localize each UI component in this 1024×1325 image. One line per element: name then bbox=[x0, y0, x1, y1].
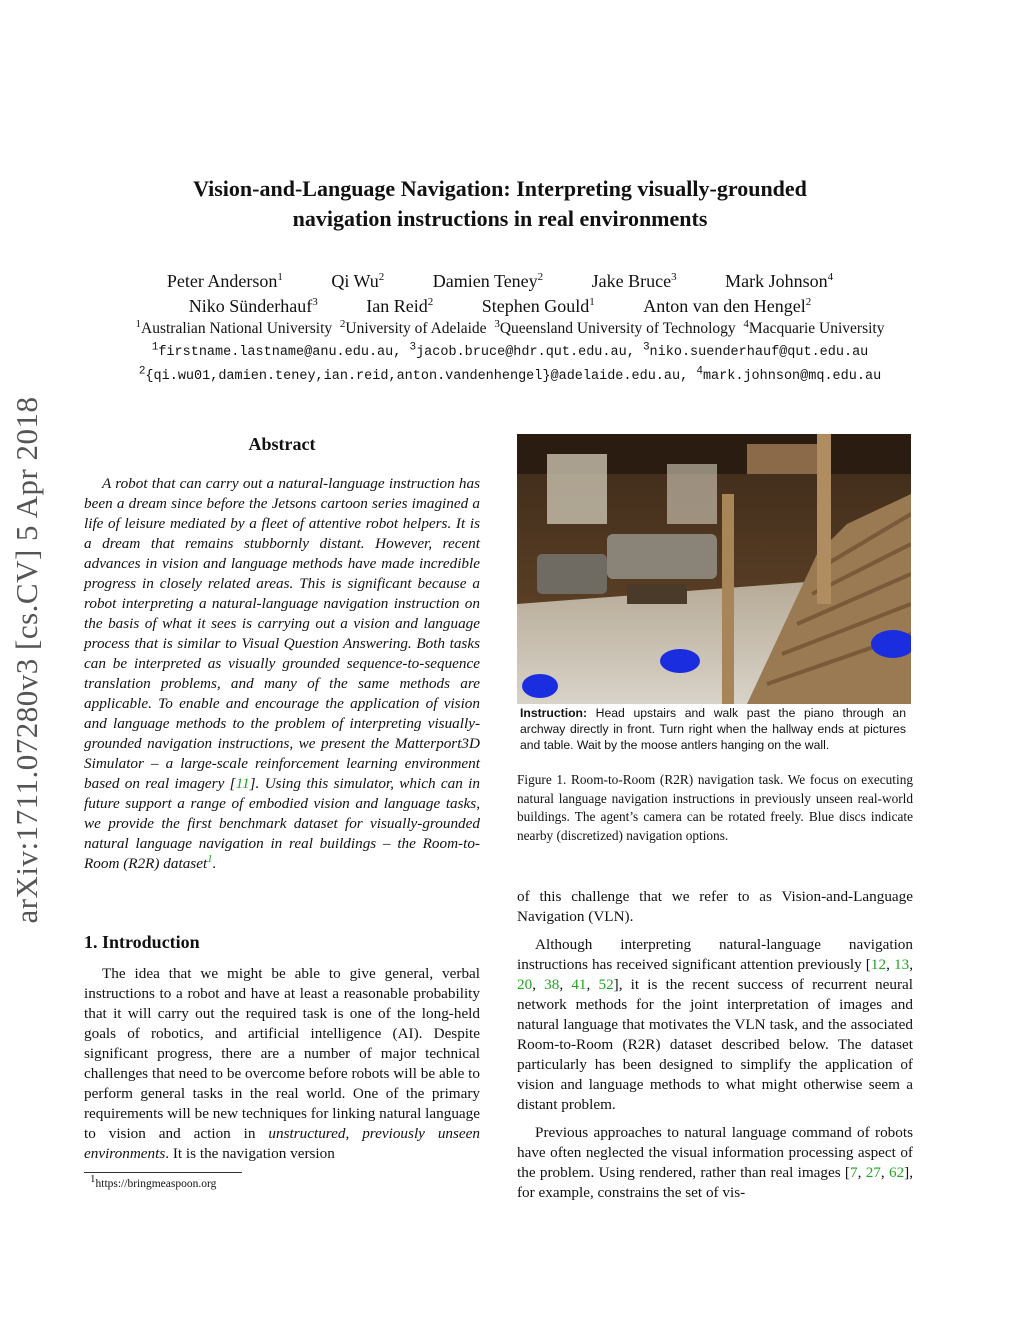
abstract-heading: Abstract bbox=[248, 434, 316, 454]
citation-link[interactable]: 20 bbox=[517, 976, 533, 993]
title-line-2: navigation instructions in real environments bbox=[292, 206, 708, 231]
paragraph: of this challenge that we refer to as Vision-and-Language Navigation (VLN). bbox=[517, 888, 913, 925]
right-column-body bbox=[517, 887, 913, 1211]
citation-link[interactable]: 13 bbox=[894, 956, 910, 973]
footnote: $^1$https://bringmeaspoon.org bbox=[90, 1173, 217, 1190]
author: Anton van den Hengel$^2$ bbox=[643, 296, 812, 316]
figure-caption: Figure 1. Room-to-Room (R2R) navigation task. We focus on executing natural language navigation instructions in previously unseen real-world buildings. The agent’s camera can be rotated freely. Blue discs indicate nearby (discretized) navigation options. bbox=[517, 772, 913, 843]
citation-link[interactable]: 7 bbox=[849, 1164, 858, 1181]
citation-link[interactable]: 11 bbox=[235, 775, 250, 792]
introduction-body: The idea that we might be able to give general, verbal instructions to a robot and have at least a reasonable probability that it will carry out the required task is one of the long-held goals of robotics, and artificial intelligence (AI). Despite significant progress, there are a number of major technical challenges that need to be overcome before robots will be able to perform general tasks in the real world. One of the primary requirements will be new techniques for linking natural language to vision and action in unstructured, previously unseen environments. It is the navigation version bbox=[84, 965, 480, 1162]
paper-title bbox=[100, 174, 900, 234]
author: Peter Anderson$^1$ bbox=[166, 271, 283, 291]
affiliations: $^1$Australian National University $^2$University of Adelaide $^3$Queensland University of Technology $^4$Macquarie University bbox=[135, 317, 885, 337]
figure-panorama-image bbox=[517, 434, 911, 704]
navigation-disc bbox=[660, 649, 700, 673]
citation-link[interactable]: 52 bbox=[598, 976, 614, 993]
authors-row-1 bbox=[60, 270, 940, 292]
arxiv-side-banner: arXiv:1711.07280v3 [cs.CV] 5 Apr 2018 bbox=[9, 396, 44, 924]
emails-line-1: $^1$firstname.lastname@anu.edu.au, $^3$jacob.bruce@hdr.qut.edu.au, $^3$niko.suenderhauf@qut.edu.au bbox=[151, 341, 869, 360]
citation-link[interactable]: 12 bbox=[870, 956, 887, 973]
figure-instruction-text: Instruction: Head upstairs and walk past the piano through an archway directly in front. Turn right when the hallway ends at pictures and table. Wait by the moose antlers hanging on the wall. bbox=[520, 706, 906, 752]
author: Niko Sünderhauf$^3$ bbox=[188, 296, 318, 316]
paragraph: Although interpreting natural-language navigation instructions has received significant attention previously [12, 13, 20, 38, 41, 52], it is the recent success of recurrent neural network methods for the joint interpretation of images and natural language that motivates the VLN task, and the associated Room-to-Room (R2R) dataset described below. The dataset particularly has been designed to simplify the application of vision and language methods to what might otherwise seem a distant problem. bbox=[517, 936, 914, 1113]
authors-row-2 bbox=[60, 295, 940, 317]
abstract-body: A robot that can carry out a natural-language instruction has been a dream since before the Jetsons cartoon series imagined a life of leisure mediated by a fleet of attentive robot helpers. It is a dream that remains stubbornly distant. However, recent advances in vision and language methods have made incredible progress in closely related areas. This is significant because a robot interpreting a natural-language navigation instruction on the basis of what it sees is carrying out a vision and language process that is similar to Visual Question Answering. Both tasks can be interpreted as visually grounded sequence-to-sequence translation problems, and many of the same methods are applicable. To enable and encourage the application of vision and language methods to the problem of interpreting visually-grounded navigation instructions, we present the Matterport3D Simulator – a large-scale reinforcement learning environment based on real imagery [11]. Using this simulator, which can in future support a range of embodied vision and language tasks, we provide the first benchmark dataset for visually-grounded natural language navigation in real buildings – the Room-to-Room (R2R) dataset$^1$. bbox=[84, 475, 480, 872]
navigation-disc bbox=[522, 674, 558, 698]
footnote-marker[interactable]: 1 bbox=[207, 852, 213, 865]
citation-link[interactable]: 27 bbox=[865, 1164, 881, 1181]
author: Ian Reid$^2$ bbox=[366, 296, 434, 316]
emails-line-2: $^2${qi.wu01,damien.teney,ian.reid,anton.vandenhengel}@adelaide.edu.au, $^4$mark.johnson@mq.edu.au bbox=[138, 365, 882, 384]
citation-link[interactable]: 41 bbox=[571, 976, 587, 993]
footnote-rule bbox=[84, 1172, 242, 1173]
title-line-1: Vision-and-Language Navigation: Interpreting visually-grounded bbox=[193, 176, 807, 201]
author: Qi Wu$^2$ bbox=[331, 271, 385, 291]
author: Mark Johnson$^4$ bbox=[725, 271, 834, 291]
paragraph: Previous approaches to natural language command of robots have often neglected the visual information processing aspect of the problem. Using rendered, rather than real images [7, 27, 62], for example, constrains the set of vis- bbox=[517, 1124, 914, 1201]
citation-link[interactable]: 38 bbox=[544, 976, 560, 993]
introduction-heading: 1. Introduction bbox=[84, 932, 200, 952]
citation-link[interactable]: 62 bbox=[888, 1164, 905, 1181]
author: Stephen Gould$^1$ bbox=[481, 296, 595, 316]
author: Damien Teney$^2$ bbox=[432, 271, 544, 291]
author: Jake Bruce$^3$ bbox=[591, 271, 677, 291]
